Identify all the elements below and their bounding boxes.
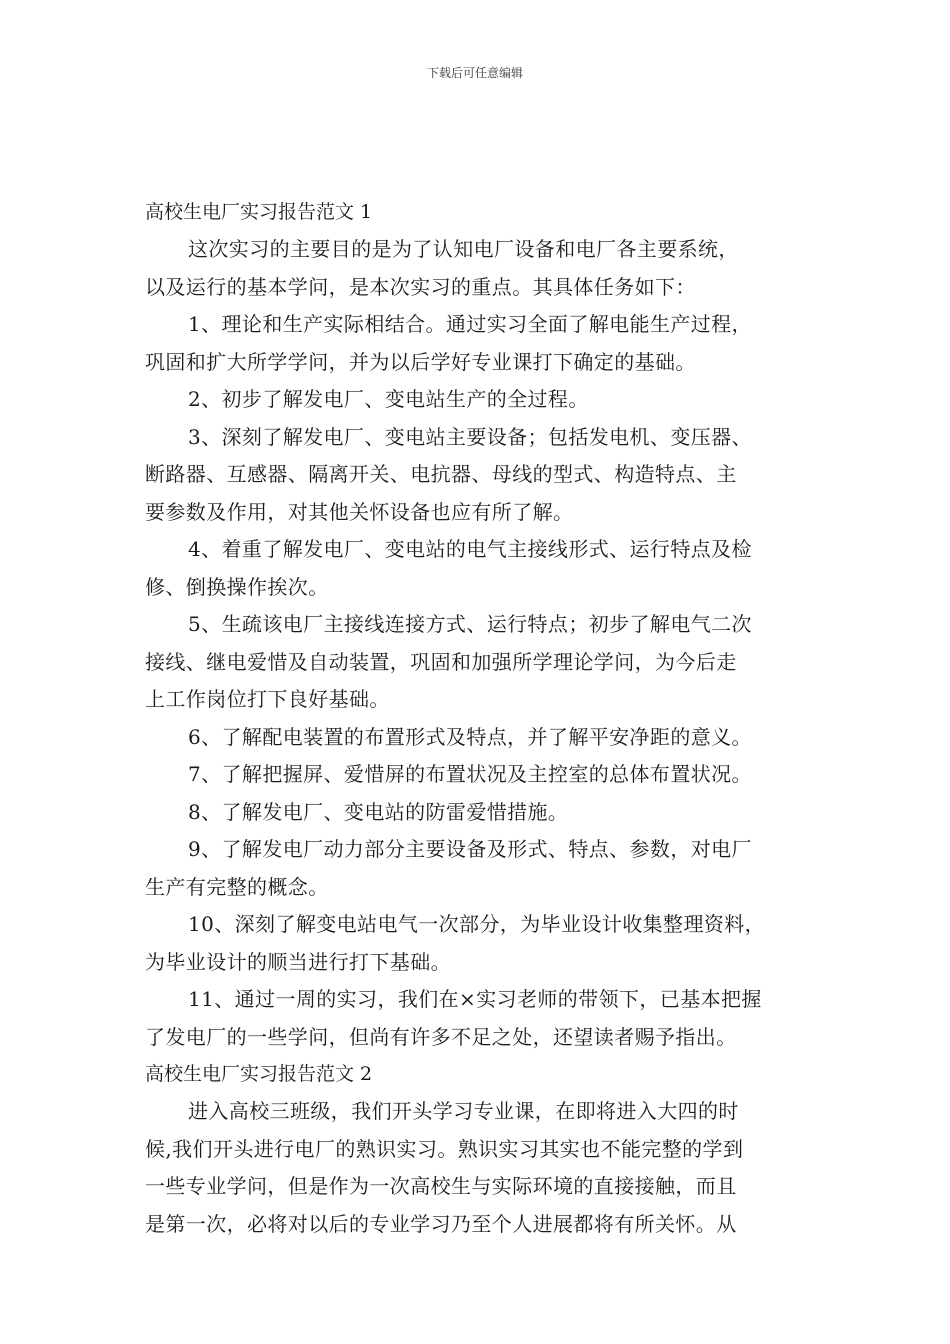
- section-heading: 高校生电厂实习报告范文 2: [145, 1063, 373, 1085]
- paragraph: 4、着重了解发电厂、变电站的电气主接线形式、运行特点及检 修、倒换操作挨次。: [145, 537, 752, 599]
- paragraph: 7、了解把握屏、爱惜屏的布置状况及主控室的总体布置状况。: [188, 762, 752, 786]
- paragraph: 1、理论和生产实际相结合。通过实习全面了解电能生产过程， 巩固和扩大所学学问，并为以后学好专业课打下确定的基础。: [145, 312, 752, 374]
- section-1: [145, 194, 817, 1056]
- paragraph: 5、生疏该电厂主接线连接方式、运行特点；初步了解电气二次 接线、继电爱惜及自动装置，巩固和加强所学理论学问，为今后走 上工作岗位打下良好基础。: [145, 612, 752, 711]
- document-body: [145, 194, 817, 1243]
- paragraph: 8、了解发电厂、变电站的防雷爱惜措施。: [188, 799, 569, 824]
- section-heading: 高校生电厂实习报告范文 1: [145, 201, 373, 223]
- paragraph: 进入高校三班级，我们开头学习专业课，在即将进入大四的时 候,我们开头进行电厂的熟识实习。熟识实习其实也不能完整的学到 一些专业学问，但是作为一次高校生与实际环境的直接接触，而且 是第一次，必将对以后的专业学习乃至个人进展都将有所关怀。从: [145, 1099, 744, 1236]
- paragraph: 3、深刻了解发电厂、变电站主要设备；包括发电机、变压器、 断路器、互感器、隔离开关、电抗器、母线的型式、构造特点、主 要参数及作用，对其他关怀设备也应有所了解。: [145, 424, 752, 524]
- paragraph: 6、了解配电装置的布置形式及特点，并了解平安净距的意义。: [188, 724, 752, 749]
- paragraph: 11、通过一周的实习，我们在×实习老师的带领下，已基本把握 了发电厂的一些学问，但尚有许多不足之处，还望读者赐予指出。: [145, 987, 762, 1049]
- paragraph: 2、初步了解发电厂、变电站生产的全过程。: [188, 387, 589, 411]
- section-2: [145, 1056, 817, 1243]
- paragraph: 9、了解发电厂动力部分主要设备及形式、特点、参数，对电厂 生产有完整的概念。: [145, 837, 752, 899]
- paragraph: 这次实习的主要目的是为了认知电厂设备和电厂各主要系统， 以及运行的基本学问，是本次实习的重点。其具体任务如下：: [145, 237, 739, 299]
- paragraph: 10、深刻了解变电站电气一次部分，为毕业设计收集整理资料， 为毕业设计的顺当进行打下基础。: [145, 912, 766, 974]
- page-header: 下载后可任意编辑: [426, 66, 523, 80]
